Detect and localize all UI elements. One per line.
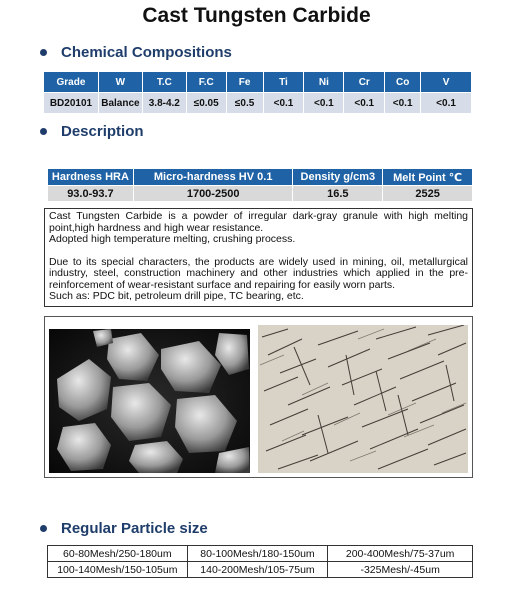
table-header-row	[44, 72, 472, 93]
header-cell: Melt Point ℃	[383, 169, 473, 186]
table-cell: Balance	[98, 93, 142, 114]
sem-granule-photo	[49, 329, 250, 473]
table-cell: 80-100Mesh/180-150um	[187, 546, 328, 562]
description-paragraph: Cast Tungsten Carbide is a powder of irregular dark-gray granule with high melting point,high hardness and high wear resistance.	[49, 210, 468, 234]
properties-table	[47, 168, 473, 202]
header-cell: Density g/cm3	[293, 169, 383, 186]
table-cell: <0.1	[263, 93, 304, 114]
section-heading-particle	[40, 520, 208, 537]
table-row	[48, 546, 473, 562]
table-cell: <0.1	[304, 93, 344, 114]
header-cell: W	[98, 72, 142, 93]
table-cell: ≤0.05	[186, 93, 226, 114]
description-paragraph: Due to its special characters, the products are widely used in mining, oil, metallurgical industry, steel, construction machinery and other industries which applied in the pre-reinforcement of wear-resistant surface and repairing for easily worn parts.	[49, 255, 468, 291]
description-paragraph: Adopted high temperature melting, crushing process.	[49, 233, 296, 245]
section-title: Description	[61, 123, 144, 140]
table-cell: 100-140Mesh/150-105um	[48, 562, 188, 578]
description-box	[44, 208, 473, 307]
section-title: Chemical Compositions	[61, 44, 232, 61]
header-cell: Ni	[304, 72, 344, 93]
table-cell: 60-80Mesh/250-180um	[48, 546, 188, 562]
header-cell: Cr	[344, 72, 385, 93]
chemical-composition-table	[43, 71, 472, 114]
header-cell: V	[421, 72, 472, 93]
table-cell: BD20101	[44, 93, 99, 114]
table-cell: 16.5	[293, 186, 383, 202]
section-heading-description	[40, 123, 144, 140]
header-cell: Fe	[226, 72, 263, 93]
microstructure-photo	[258, 325, 468, 473]
table-cell: 200-400Mesh/75-37um	[328, 546, 473, 562]
table-row	[44, 93, 472, 114]
bullet-icon	[40, 49, 47, 56]
table-cell: 3.8-4.2	[142, 93, 186, 114]
table-cell: 1700-2500	[133, 186, 293, 202]
table-cell: <0.1	[344, 93, 385, 114]
header-cell: Co	[385, 72, 421, 93]
page-title: Cast Tungsten Carbide	[142, 4, 371, 27]
photo-panel	[44, 316, 473, 478]
description-paragraph: Such as: PDC bit, petroleum drill pipe, TC bearing, etc.	[49, 290, 304, 302]
header-cell: F.C	[186, 72, 226, 93]
header-cell: T.C	[142, 72, 186, 93]
section-heading-chemical	[40, 44, 232, 61]
table-cell: 93.0-93.7	[48, 186, 134, 202]
table-cell: <0.1	[421, 93, 472, 114]
table-row	[48, 186, 473, 202]
table-cell: -325Mesh/-45um	[328, 562, 473, 578]
header-cell: Ti	[263, 72, 304, 93]
particle-size-table	[47, 545, 473, 578]
table-cell: <0.1	[385, 93, 421, 114]
table-cell: 2525	[383, 186, 473, 202]
table-cell: 140-200Mesh/105-75um	[187, 562, 328, 578]
bullet-icon	[40, 525, 47, 532]
section-title: Regular Particle size	[61, 520, 208, 537]
table-header-row	[48, 169, 473, 186]
bullet-icon	[40, 128, 47, 135]
header-cell: Micro-hardness HV 0.1	[133, 169, 293, 186]
header-cell: Grade	[44, 72, 99, 93]
header-cell: Hardness HRA	[48, 169, 134, 186]
table-row	[48, 562, 473, 578]
table-cell: ≤0.5	[226, 93, 263, 114]
